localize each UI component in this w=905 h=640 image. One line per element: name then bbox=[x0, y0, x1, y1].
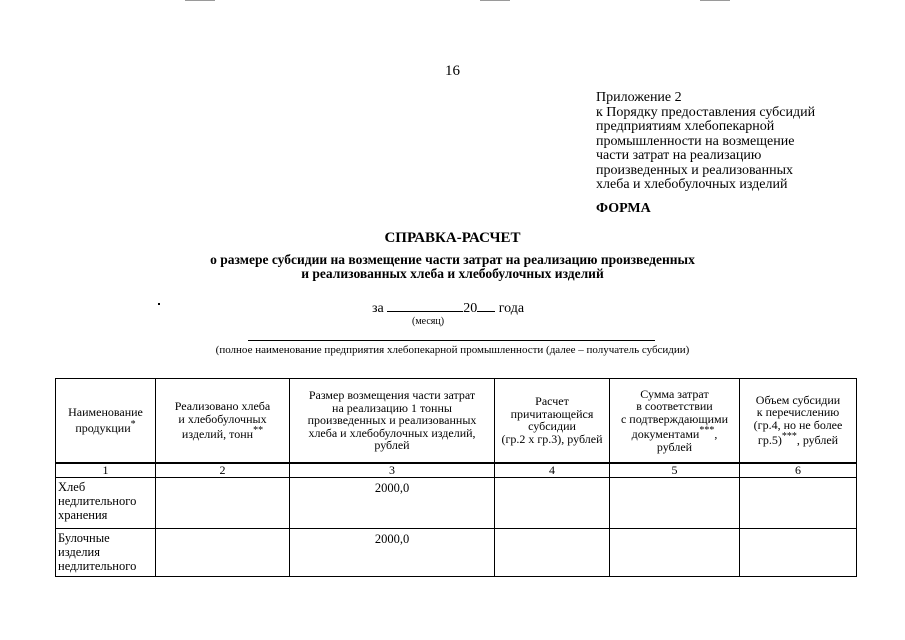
month-blank[interactable] bbox=[387, 299, 463, 312]
appendix-line: предприятиям хлебопекарной bbox=[596, 119, 775, 134]
column-number: 5 bbox=[610, 463, 740, 478]
column-number: 4 bbox=[495, 463, 610, 478]
appendix-line: к Порядку предоставления субсидий bbox=[596, 104, 816, 120]
period-prefix: за bbox=[372, 301, 384, 316]
reimbursement-rate-cell: 2000,0 bbox=[290, 528, 495, 576]
period-suffix: года bbox=[498, 301, 525, 316]
document-subtitle bbox=[0, 253, 905, 280]
subsidy-calculation-cell[interactable] bbox=[495, 528, 610, 576]
appendix-line: части затрат на реализацию bbox=[596, 148, 762, 163]
column-number: 3 bbox=[290, 463, 495, 478]
header-product-name: Наименование продукции* bbox=[56, 379, 156, 463]
product-name-cell: Булочные изделия недлительного bbox=[56, 528, 156, 576]
year-blank[interactable] bbox=[477, 299, 495, 312]
column-number: 6 bbox=[740, 463, 857, 478]
subsidy-transfer-cell[interactable] bbox=[740, 477, 857, 528]
appendix-note bbox=[596, 91, 815, 193]
header-subsidy-transfer: Объем субсидии к перечислению (гр.4, но не более гр.5)***, рублей bbox=[740, 379, 857, 463]
appendix-line: хлеба и хлебобулочных изделий bbox=[596, 177, 788, 192]
subsidy-transfer-cell[interactable] bbox=[740, 528, 857, 576]
table-row bbox=[56, 477, 857, 528]
appendix-line: произведенных и реализованных bbox=[596, 162, 793, 178]
page-number: 16 bbox=[445, 63, 460, 79]
table-header-row bbox=[56, 379, 857, 463]
table-row bbox=[56, 528, 857, 576]
appendix-line: промышленности на возмещение bbox=[596, 133, 795, 149]
product-name-cell: Хлеб недлительного хранения bbox=[56, 477, 156, 528]
sold-tonnes-cell[interactable] bbox=[156, 477, 290, 528]
header-reimbursement-rate: Размер возмещения части затрат на реализацию 1 тонны произведенных и реализованных хлеба и хлебобулочных изделий, рублей bbox=[290, 379, 495, 463]
subtitle-line: о размере субсидии на возмещение части затрат на реализацию произведенных bbox=[210, 252, 695, 267]
column-numbers-row bbox=[56, 463, 857, 478]
scan-artifact bbox=[185, 0, 215, 1]
column-number: 1 bbox=[56, 463, 156, 478]
subtitle-line: и реализованных хлеба и хлебобулочных изделий bbox=[301, 265, 604, 281]
subsidy-calculation-table bbox=[55, 378, 857, 577]
scan-artifact bbox=[700, 0, 730, 1]
reporting-period bbox=[372, 299, 524, 317]
appendix-line: Приложение 2 bbox=[596, 90, 682, 105]
header-sold-tonnes: Реализовано хлеба и хлебобулочных изделий, тонн** bbox=[156, 379, 290, 463]
header-subsidy-calculation: Расчет причитающейся субсидии (гр.2 х гр.3), рублей bbox=[495, 379, 610, 463]
reimbursement-rate-cell: 2000,0 bbox=[290, 477, 495, 528]
form-label: ФОРМА bbox=[596, 201, 651, 216]
cost-amount-cell[interactable] bbox=[610, 477, 740, 528]
column-number: 2 bbox=[156, 463, 290, 478]
cost-amount-cell[interactable] bbox=[610, 528, 740, 576]
month-caption: (месяц) bbox=[412, 316, 445, 327]
scan-artifact bbox=[480, 0, 510, 1]
scan-speck bbox=[158, 303, 160, 305]
organization-caption: (полное наименование предприятия хлебопекарной промышленности (далее – получатель субсидии) bbox=[215, 344, 690, 356]
organization-name-blank[interactable] bbox=[248, 340, 655, 341]
header-cost-amount: Сумма затрат в соответствии с подтверждающими документами***, рублей bbox=[610, 379, 740, 463]
sold-tonnes-cell[interactable] bbox=[156, 528, 290, 576]
subsidy-calculation-cell[interactable] bbox=[495, 477, 610, 528]
year-prefix: 20 bbox=[463, 301, 478, 316]
document-title: СПРАВКА-РАСЧЕТ bbox=[384, 230, 521, 246]
